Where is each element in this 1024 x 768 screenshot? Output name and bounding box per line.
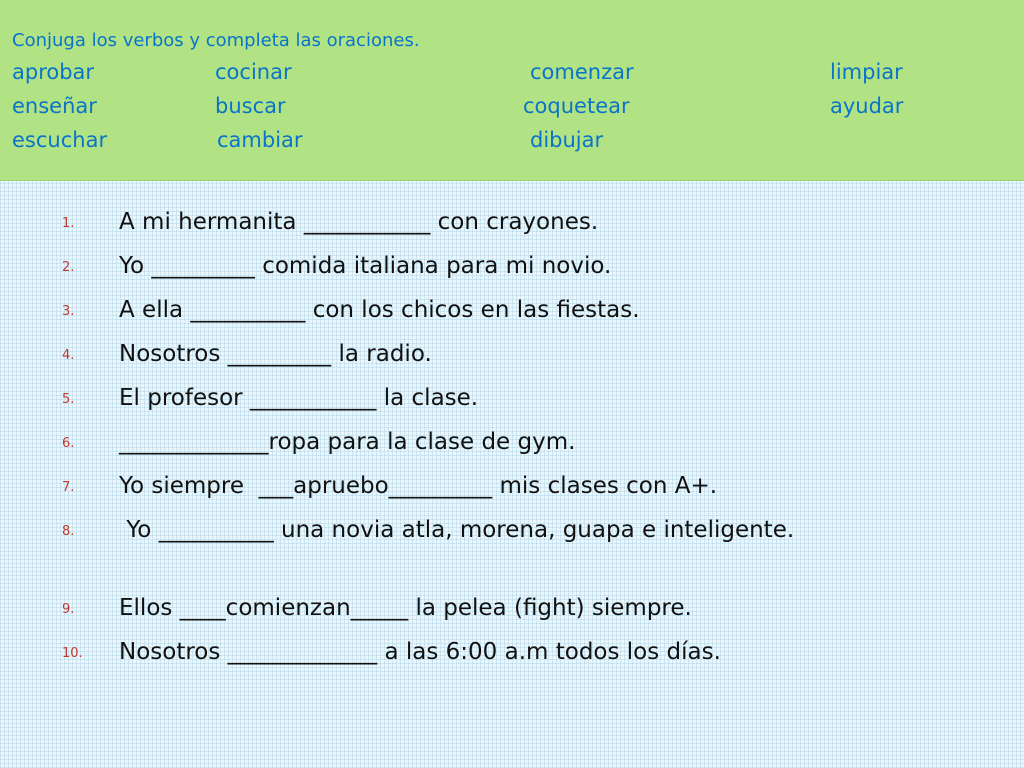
- item-number: 5.: [62, 392, 75, 407]
- sentence-text: Nosotros _____________ a las 6:00 a.m todos los días.: [119, 639, 721, 665]
- sentence-text: Yo _________ comida italiana para mi novio.: [119, 253, 612, 279]
- item-number: 3.: [62, 304, 75, 319]
- verb-limpiar: limpiar: [830, 60, 903, 84]
- item-number: 4.: [62, 348, 75, 363]
- verb-ensenar: enseñar: [12, 94, 97, 118]
- sentence-text: Yo __________ una novia atla, morena, guapa e inteligente.: [119, 517, 795, 543]
- sentence-text: Nosotros _________ la radio.: [119, 341, 432, 367]
- item-number: 9.: [62, 602, 75, 617]
- verb-aprobar: aprobar: [12, 60, 95, 84]
- sentence-text: El profesor ___________ la clase.: [119, 385, 479, 411]
- item-number: 10.: [62, 646, 83, 661]
- item-number: 1.: [62, 216, 75, 231]
- item-number: 7.: [62, 480, 75, 495]
- sentence-text: Yo siempre ___apruebo_________ mis clases con A+.: [119, 473, 718, 499]
- verb-comenzar: comenzar: [530, 60, 634, 84]
- verb-cambiar: cambiar: [217, 128, 303, 152]
- verb-buscar: buscar: [215, 94, 286, 118]
- sentence-text: _____________ropa para la clase de gym.: [119, 429, 576, 455]
- instruction-text: Conjuga los verbos y completa las oraciones.: [12, 30, 420, 51]
- sentence-text: Ellos ____comienzan_____ la pelea (fight) siempre.: [119, 595, 692, 621]
- verb-cocinar: cocinar: [215, 60, 292, 84]
- verb-escuchar: escuchar: [12, 128, 108, 152]
- item-number: 2.: [62, 260, 75, 275]
- sentence-text: A ella __________ con los chicos en las fiestas.: [119, 297, 640, 323]
- item-number: 6.: [62, 436, 75, 451]
- sentence-text: A mi hermanita ___________ con crayones.: [119, 209, 599, 235]
- verb-ayudar: ayudar: [830, 94, 904, 118]
- verb-dibujar: dibujar: [530, 128, 604, 152]
- item-number: 8.: [62, 524, 75, 539]
- verb-bank-panel: [0, 0, 1024, 181]
- verb-coquetear: coquetear: [523, 94, 630, 118]
